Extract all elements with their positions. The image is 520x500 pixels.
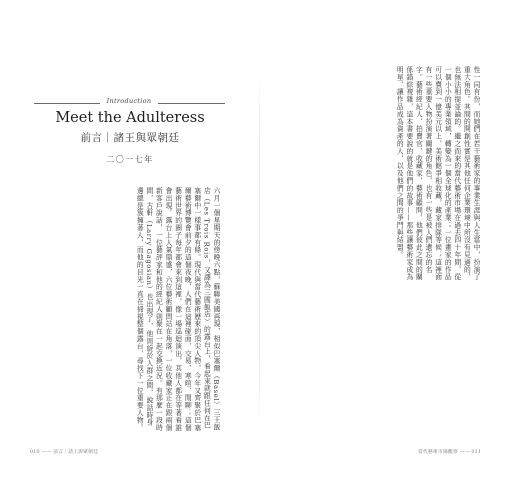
intro-label: Introduction: [106, 97, 152, 105]
left-page-footer: 010 —— 前言｜諸王與眾朝廷: [30, 450, 99, 455]
right-page-footer: 當代藝術市場觀察 —— 011: [418, 450, 482, 455]
intro-rule-right: [158, 103, 225, 104]
chapter-year: 二〇一七年: [106, 155, 154, 164]
intro-rule-left: [34, 103, 100, 104]
right-page-body-text: 性一同有份，而她們在若干藝術家的事業生涯與人生當中，扮演了重大角色。其間的開創性實是其他任何企業環境中所沒有見過的，也無法相提並論的。繼之而來的當代藝術市場在過去四十年間，從一個小小的專業領域，轉變為一個全球化的產業；一位畫家的作品可以賣到一億美元以上，美術館爭相收藏，藏家排隊等候；這裡面有一些重要人物扮演著關鍵的角色，也有一些是被人們遺忘的名字。藝術經紀人、拍賣官、收藏家、藝術顧問，他們彼此之間的關係錯綜複雜，這本書要說的就是他們的故事——那些讓藝術家成為明星、讓作品成為資產的人，以及他們之間的爭鬥與結盟。: [395, 66, 480, 281]
chapter-title-chinese: 前言｜諸王與眾朝廷: [80, 132, 180, 144]
chapter-title-english: Meet the Adulteress: [55, 110, 205, 126]
left-page-body-text: 六月一個星期天的傍晚六點，蘇聯美國再現，相似巴塞爾（Basel）三王飯店（Les Trois Rois，又譯為三國飯店）的露台上，看起來就跟任何在巴塞爾中一樣事都有條。現代與當代藝術歷來的頂尖人物，今年又齊聚於巴塞爾藝術博覽會前夕的這個夜晚，人們在這裡碰面、交易、寒暄、閒聊；這個藝術世界的圈子每年都會來到這裡，像一場巡迴演出，其他人都在等著看誰會出現。露台上人氣鼎盛，六位藝術顧問站在角落，一位收藏家正在跟兩個新客戶說話，一位藝評家和他的經紀人則聚在一起交換近況。有那麼一段時間，古軒（Larry Gagosian）也出現了，他周旋於人群之間，說話時身邊總是簇擁著人，而他的目光一直在掃視整個露台，尋找下一位重要人物。: [135, 187, 220, 432]
